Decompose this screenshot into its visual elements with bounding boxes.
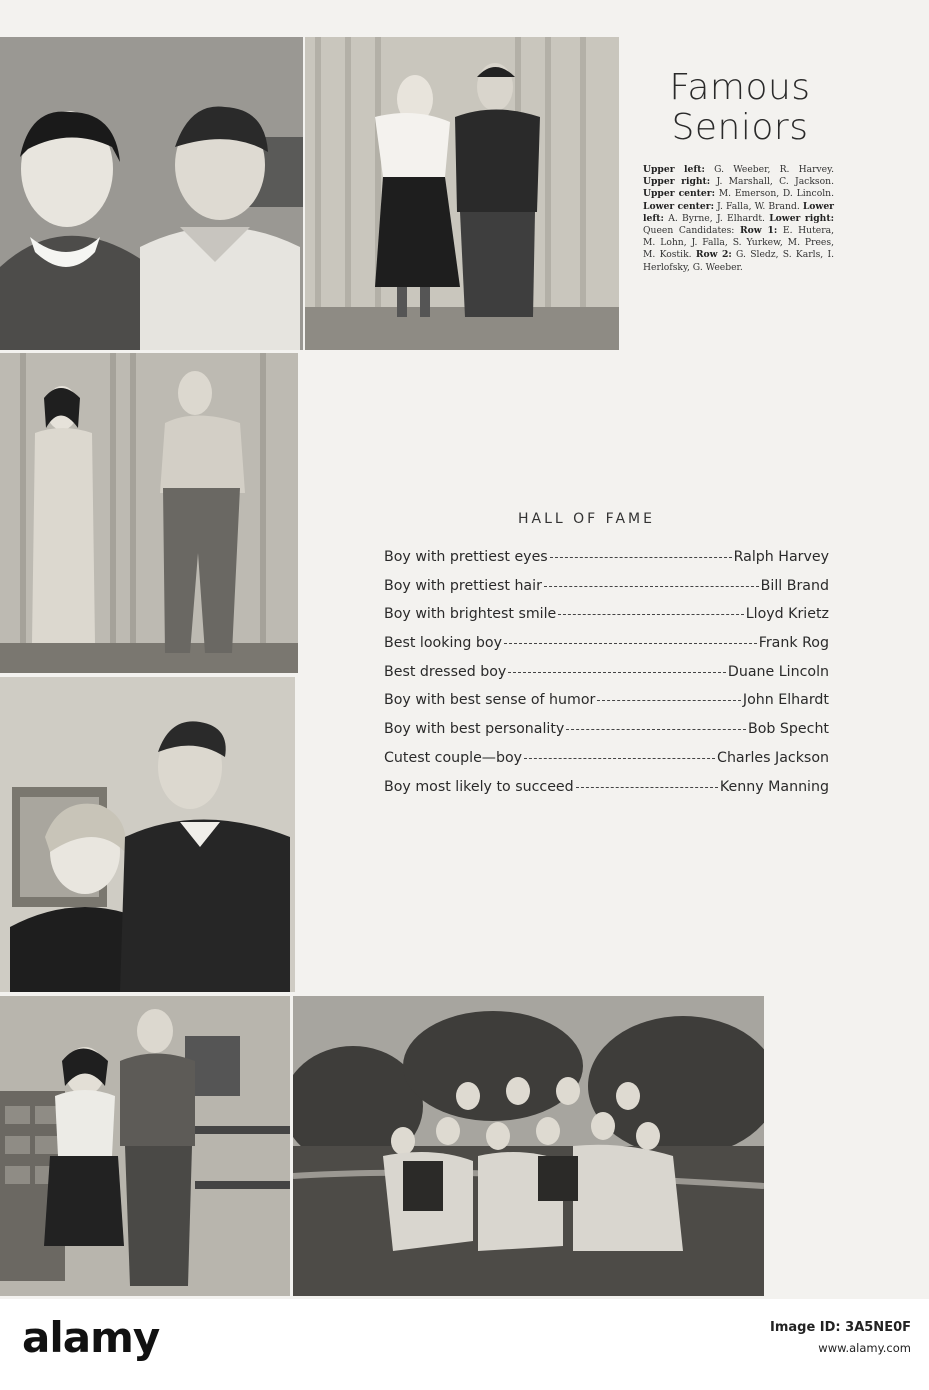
page-title: Famous Seniors <box>669 67 811 148</box>
caption-text: J. Falla, W. Brand. <box>713 200 803 212</box>
site-url: www.alamy.com <box>818 1341 911 1355</box>
entry-label: Boy with best sense of humor <box>384 692 596 709</box>
leader-dots <box>524 758 715 759</box>
caption-text: E. Hutera, M. Lohn, J. Falla, S. Yurkew, M. Prees, M. Kostik. <box>643 225 835 261</box>
hall-of-fame-entry <box>384 750 829 779</box>
entry-label: Boy most likely to succeed <box>384 778 574 795</box>
caption-label: Row 1: <box>739 225 778 237</box>
leader-dots <box>597 700 741 701</box>
hall-of-fame-entry <box>384 549 829 578</box>
entry-name: Bill Brand <box>760 577 829 594</box>
caption-label: Upper left: <box>643 164 705 175</box>
entry-name: John Elhardt <box>742 692 829 709</box>
caption-label: Row 2: <box>695 249 732 261</box>
hall-of-fame-entry <box>384 578 829 607</box>
entry-name: Charles Jackson <box>717 749 829 766</box>
hall-of-fame-entry <box>384 635 829 664</box>
hall-of-fame-list <box>384 549 829 807</box>
photo-upper-center <box>0 353 298 673</box>
entry-label: Boy with brightest smile <box>384 606 557 623</box>
leader-dots <box>550 557 732 558</box>
leader-dots <box>508 672 726 673</box>
photo-lower-center <box>0 677 295 992</box>
entry-label: Cutest couple—boy <box>384 749 523 766</box>
photo-caption <box>643 164 834 274</box>
watermark-meta <box>770 1318 911 1358</box>
entry-label: Best looking boy <box>384 635 502 652</box>
hall-of-fame-heading: HALL OF FAME <box>518 511 655 527</box>
photo-upper-right <box>305 37 619 350</box>
caption-text: A. Byrne, J. Elhardt. <box>663 212 770 224</box>
leader-dots <box>576 787 718 788</box>
hall-of-fame-entry <box>384 779 829 808</box>
hall-of-fame-entry <box>384 606 829 635</box>
leader-dots <box>566 729 746 730</box>
caption-text: Queen Candidates: <box>643 225 740 237</box>
caption-text: G. Sledz, S. Karls, I. Herlofsky, G. Weeber. <box>643 249 835 273</box>
caption-label: Upper right: <box>643 176 711 188</box>
entry-name: Ralph Harvey <box>733 549 829 565</box>
entry-name: Lloyd Krietz <box>745 606 829 623</box>
entry-label: Best dressed boy <box>384 663 507 680</box>
entry-name: Kenny Manning <box>719 778 829 795</box>
entry-label: Boy with prettiest hair <box>384 577 542 594</box>
caption-label: Lower center: <box>643 200 714 212</box>
photo-lower-left <box>0 996 290 1296</box>
caption-label: Lower right: <box>769 212 834 224</box>
photo-upper-left <box>0 37 303 350</box>
entry-name: Bob Specht <box>747 721 829 738</box>
entry-label: Boy with prettiest eyes <box>384 549 548 565</box>
leader-dots <box>544 586 759 587</box>
hall-of-fame-entry <box>384 692 829 721</box>
leader-dots <box>504 643 757 644</box>
hall-of-fame-entry <box>384 664 829 693</box>
caption-text: J. Marshall, C. Jackson. <box>710 176 834 188</box>
entry-name: Duane Lincoln <box>727 663 829 680</box>
image-id: Image ID: 3A5NE0F <box>770 1320 911 1335</box>
caption-text: M. Emerson, D. Lincoln. <box>715 188 834 200</box>
hall-of-fame-entry <box>384 721 829 750</box>
photo-lower-right <box>293 996 764 1296</box>
entry-name: Frank Rog <box>758 635 829 652</box>
leader-dots <box>558 614 743 615</box>
entry-label: Boy with best personality <box>384 721 565 738</box>
caption-label: Upper center: <box>643 188 716 200</box>
caption-label: Lower left: <box>643 200 835 224</box>
alamy-logo: alamy <box>22 1313 160 1362</box>
caption-text: G. Weeber, R. Harvey. <box>704 164 834 175</box>
